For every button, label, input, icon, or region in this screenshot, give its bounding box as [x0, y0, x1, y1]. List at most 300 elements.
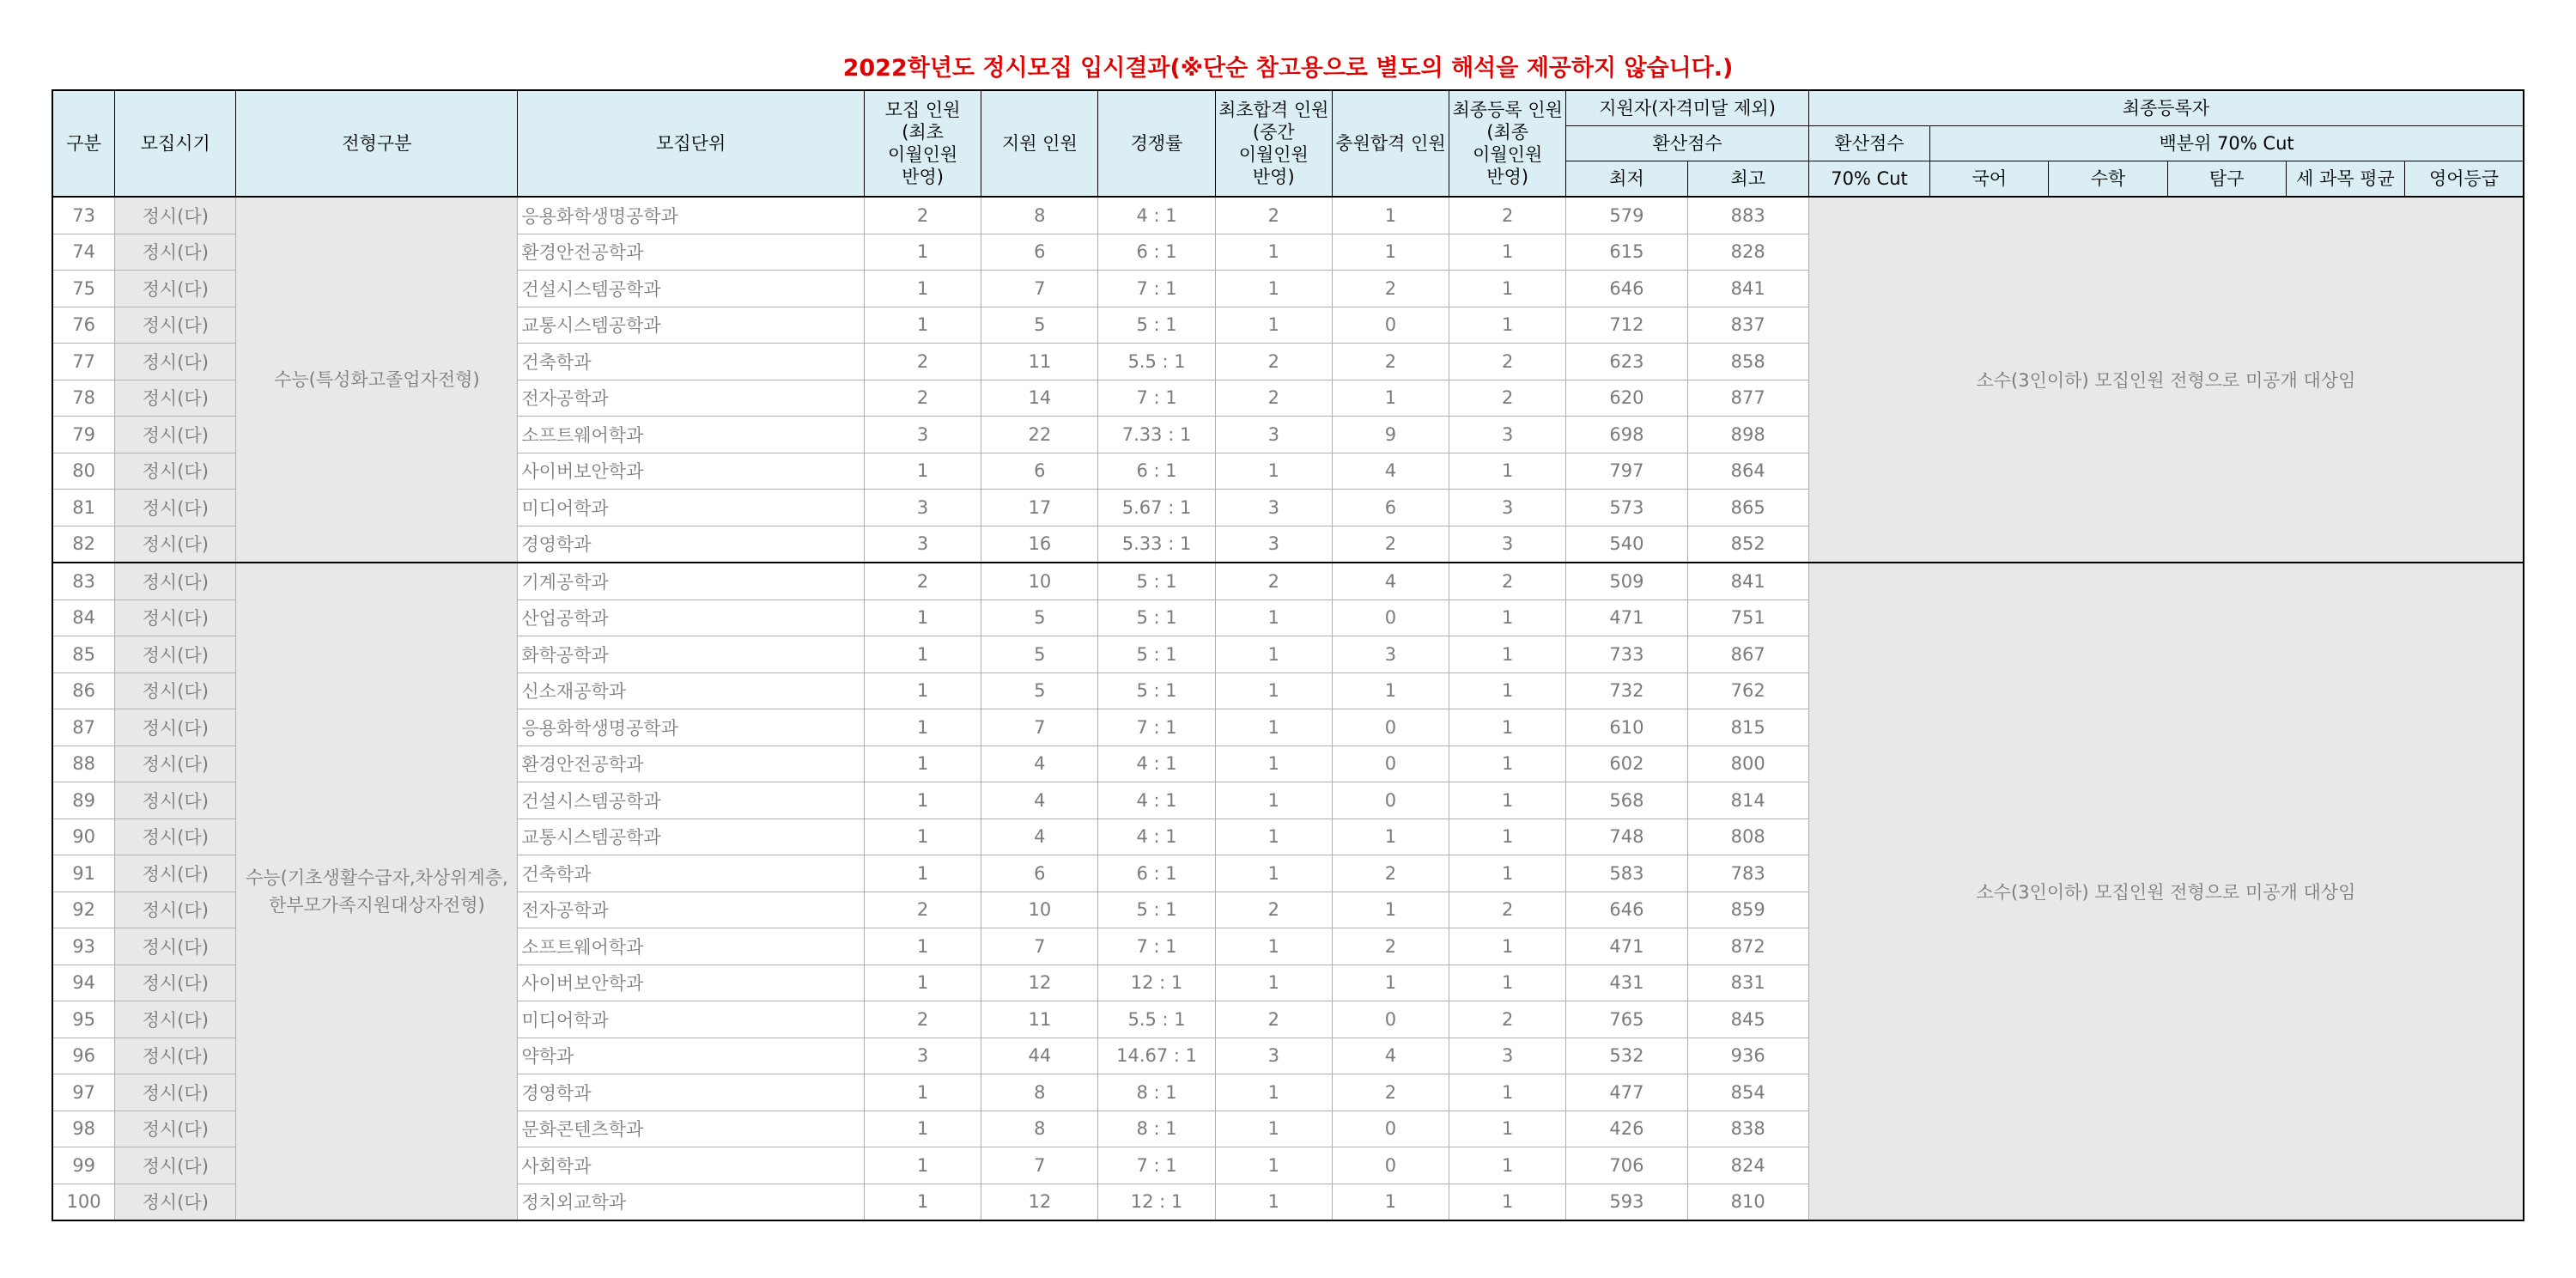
row-extra-pass: 2	[1332, 271, 1449, 307]
row-num: 76	[52, 307, 115, 344]
row-max: 898	[1687, 417, 1808, 453]
row-max: 815	[1687, 709, 1808, 746]
row-period: 정시(다)	[115, 965, 236, 1001]
row-final-reg: 1	[1449, 1147, 1566, 1184]
row-extra-pass: 0	[1332, 782, 1449, 819]
row-final-reg: 2	[1449, 197, 1566, 234]
row-ratio: 7 : 1	[1098, 709, 1215, 746]
row-final-reg: 3	[1449, 1038, 1566, 1074]
row-min: 620	[1566, 380, 1687, 417]
row-num: 84	[52, 599, 115, 636]
row-extra-pass: 4	[1332, 563, 1449, 599]
table-row	[52, 563, 2524, 599]
row-final-reg: 2	[1449, 892, 1566, 928]
row-applicants: 4	[981, 746, 1098, 782]
row-max: 864	[1687, 453, 1808, 490]
row-min: 532	[1566, 1038, 1687, 1074]
row-max: 872	[1687, 928, 1808, 965]
row-unit: 미디어학과	[518, 490, 865, 526]
row-ratio: 6 : 1	[1098, 855, 1215, 892]
row-period: 정시(다)	[115, 636, 236, 673]
row-num: 89	[52, 782, 115, 819]
row-ratio: 5.67 : 1	[1098, 490, 1215, 526]
row-final-reg: 1	[1449, 746, 1566, 782]
row-unit: 건설시스템공학과	[518, 782, 865, 819]
row-num: 91	[52, 855, 115, 892]
row-num: 83	[52, 563, 115, 599]
row-period: 정시(다)	[115, 453, 236, 490]
row-quota: 1	[865, 453, 981, 490]
row-final-reg: 2	[1449, 380, 1566, 417]
row-ratio: 12 : 1	[1098, 1184, 1215, 1220]
row-first-pass: 1	[1215, 1147, 1332, 1184]
row-min: 646	[1566, 892, 1687, 928]
row-applicants: 22	[981, 417, 1098, 453]
group-type-label: 수능(특성화고졸업자전형)	[236, 197, 518, 563]
row-applicants: 8	[981, 197, 1098, 234]
row-period: 정시(다)	[115, 197, 236, 234]
row-min: 765	[1566, 1001, 1687, 1038]
row-applicants: 7	[981, 271, 1098, 307]
row-applicants: 7	[981, 709, 1098, 746]
row-ratio: 5 : 1	[1098, 307, 1215, 344]
row-unit: 건축학과	[518, 855, 865, 892]
row-quota: 1	[865, 928, 981, 965]
row-first-pass: 3	[1215, 526, 1332, 563]
row-min: 797	[1566, 453, 1687, 490]
row-max: 762	[1687, 672, 1808, 709]
header-avg3: 세 과목 평균	[2286, 161, 2404, 198]
row-quota: 2	[865, 344, 981, 380]
row-num: 87	[52, 709, 115, 746]
row-ratio: 12 : 1	[1098, 965, 1215, 1001]
row-extra-pass: 0	[1332, 307, 1449, 344]
row-first-pass: 1	[1215, 746, 1332, 782]
row-max: 831	[1687, 965, 1808, 1001]
row-period: 정시(다)	[115, 417, 236, 453]
row-quota: 1	[865, 1184, 981, 1220]
row-period: 정시(다)	[115, 819, 236, 855]
row-extra-pass: 1	[1332, 1184, 1449, 1220]
row-unit: 환경안전공학과	[518, 746, 865, 782]
row-extra-pass: 9	[1332, 417, 1449, 453]
row-num: 98	[52, 1111, 115, 1147]
row-first-pass: 1	[1215, 1184, 1332, 1220]
row-quota: 1	[865, 1111, 981, 1147]
row-applicants: 44	[981, 1038, 1098, 1074]
row-ratio: 5 : 1	[1098, 599, 1215, 636]
row-first-pass: 1	[1215, 271, 1332, 307]
row-unit: 건축학과	[518, 344, 865, 380]
row-unit: 산업공학과	[518, 599, 865, 636]
row-ratio: 7 : 1	[1098, 380, 1215, 417]
row-min: 431	[1566, 965, 1687, 1001]
row-min: 733	[1566, 636, 1687, 673]
row-first-pass: 2	[1215, 197, 1332, 234]
row-ratio: 8 : 1	[1098, 1111, 1215, 1147]
header-inquiry: 탐구	[2167, 161, 2286, 198]
row-extra-pass: 1	[1332, 234, 1449, 271]
row-period: 정시(다)	[115, 563, 236, 599]
row-min: 509	[1566, 563, 1687, 599]
row-period: 정시(다)	[115, 709, 236, 746]
row-applicants: 17	[981, 490, 1098, 526]
row-unit: 사이버보안학과	[518, 965, 865, 1001]
row-extra-pass: 1	[1332, 380, 1449, 417]
row-ratio: 4 : 1	[1098, 746, 1215, 782]
row-period: 정시(다)	[115, 782, 236, 819]
row-quota: 3	[865, 417, 981, 453]
row-quota: 1	[865, 819, 981, 855]
row-first-pass: 1	[1215, 965, 1332, 1001]
admission-results-table	[52, 89, 2524, 1221]
table-body	[52, 197, 2524, 1220]
header-num: 구분	[52, 90, 115, 197]
row-quota: 1	[865, 746, 981, 782]
row-extra-pass: 0	[1332, 1001, 1449, 1038]
row-max: 841	[1687, 271, 1808, 307]
row-min: 623	[1566, 344, 1687, 380]
header-registrant-group: 최종등록자	[1808, 90, 2524, 126]
row-period: 정시(다)	[115, 855, 236, 892]
header-english: 영어등급	[2405, 161, 2524, 198]
row-unit: 전자공학과	[518, 892, 865, 928]
row-num: 78	[52, 380, 115, 417]
row-period: 정시(다)	[115, 1111, 236, 1147]
row-unit: 미디어학과	[518, 1001, 865, 1038]
row-min: 706	[1566, 1147, 1687, 1184]
row-num: 86	[52, 672, 115, 709]
row-applicants: 6	[981, 234, 1098, 271]
row-min: 426	[1566, 1111, 1687, 1147]
row-extra-pass: 0	[1332, 746, 1449, 782]
row-period: 정시(다)	[115, 344, 236, 380]
row-final-reg: 1	[1449, 599, 1566, 636]
row-quota: 1	[865, 1074, 981, 1111]
row-min: 615	[1566, 234, 1687, 271]
row-extra-pass: 0	[1332, 599, 1449, 636]
row-quota: 3	[865, 1038, 981, 1074]
row-final-reg: 1	[1449, 965, 1566, 1001]
row-max: 859	[1687, 892, 1808, 928]
row-num: 93	[52, 928, 115, 965]
row-max: 841	[1687, 563, 1808, 599]
row-final-reg: 1	[1449, 672, 1566, 709]
row-num: 96	[52, 1038, 115, 1074]
row-first-pass: 1	[1215, 599, 1332, 636]
row-num: 99	[52, 1147, 115, 1184]
header-unit: 모집단위	[518, 90, 865, 197]
row-ratio: 4 : 1	[1098, 197, 1215, 234]
header-first-pass: 최초합격 인원(중간 이월인원 반영)	[1215, 90, 1332, 197]
row-final-reg: 1	[1449, 709, 1566, 746]
row-min: 540	[1566, 526, 1687, 563]
row-max: 837	[1687, 307, 1808, 344]
row-applicants: 10	[981, 563, 1098, 599]
row-extra-pass: 0	[1332, 1111, 1449, 1147]
row-ratio: 7.33 : 1	[1098, 417, 1215, 453]
group-type-label: 수능(기초생활수급자,차상위계층,한부모가족지원대상자전형)	[236, 563, 518, 1220]
row-period: 정시(다)	[115, 1074, 236, 1111]
row-final-reg: 1	[1449, 928, 1566, 965]
header-applicant-group: 지원자(자격미달 제외)	[1566, 90, 1809, 126]
row-first-pass: 2	[1215, 563, 1332, 599]
row-final-reg: 1	[1449, 307, 1566, 344]
row-max: 867	[1687, 636, 1808, 673]
row-quota: 3	[865, 526, 981, 563]
row-final-reg: 1	[1449, 453, 1566, 490]
row-period: 정시(다)	[115, 490, 236, 526]
row-quota: 2	[865, 197, 981, 234]
row-ratio: 7 : 1	[1098, 1147, 1215, 1184]
row-applicants: 5	[981, 599, 1098, 636]
row-unit: 응용화학생명공학과	[518, 709, 865, 746]
row-first-pass: 2	[1215, 344, 1332, 380]
row-ratio: 5.33 : 1	[1098, 526, 1215, 563]
row-unit: 교통시스템공학과	[518, 307, 865, 344]
row-applicants: 6	[981, 855, 1098, 892]
row-applicants: 4	[981, 782, 1098, 819]
row-final-reg: 1	[1449, 271, 1566, 307]
row-extra-pass: 4	[1332, 1038, 1449, 1074]
row-num: 100	[52, 1184, 115, 1220]
row-unit: 정치외교학과	[518, 1184, 865, 1220]
row-max: 751	[1687, 599, 1808, 636]
row-max: 877	[1687, 380, 1808, 417]
row-ratio: 5.5 : 1	[1098, 1001, 1215, 1038]
row-first-pass: 1	[1215, 234, 1332, 271]
row-min: 471	[1566, 599, 1687, 636]
row-period: 정시(다)	[115, 672, 236, 709]
row-first-pass: 2	[1215, 1001, 1332, 1038]
row-first-pass: 3	[1215, 490, 1332, 526]
row-period: 정시(다)	[115, 380, 236, 417]
table-row	[52, 197, 2524, 234]
row-quota: 1	[865, 636, 981, 673]
header-type: 전형구분	[236, 90, 518, 197]
row-ratio: 14.67 : 1	[1098, 1038, 1215, 1074]
row-first-pass: 1	[1215, 855, 1332, 892]
page-title: 2022학년도 정시모집 입시결과(※단순 참고용으로 별도의 해석을 제공하지 않습니다.)	[842, 55, 1734, 82]
row-quota: 1	[865, 1147, 981, 1184]
row-min: 748	[1566, 819, 1687, 855]
row-period: 정시(다)	[115, 1038, 236, 1074]
row-num: 92	[52, 892, 115, 928]
row-applicants: 12	[981, 1184, 1098, 1220]
row-extra-pass: 1	[1332, 672, 1449, 709]
row-extra-pass: 3	[1332, 636, 1449, 673]
row-num: 75	[52, 271, 115, 307]
row-max: 854	[1687, 1074, 1808, 1111]
row-extra-pass: 0	[1332, 1147, 1449, 1184]
row-unit: 사이버보안학과	[518, 453, 865, 490]
row-quota: 2	[865, 1001, 981, 1038]
row-min: 732	[1566, 672, 1687, 709]
header-math: 수학	[2049, 161, 2167, 198]
row-min: 602	[1566, 746, 1687, 782]
row-max: 936	[1687, 1038, 1808, 1074]
row-final-reg: 1	[1449, 855, 1566, 892]
row-min: 698	[1566, 417, 1687, 453]
header-percentile-group: 백분위 70% Cut	[1930, 126, 2524, 161]
row-unit: 사회학과	[518, 1147, 865, 1184]
row-num: 77	[52, 344, 115, 380]
row-num: 90	[52, 819, 115, 855]
row-ratio: 5 : 1	[1098, 636, 1215, 673]
row-period: 정시(다)	[115, 234, 236, 271]
row-first-pass: 2	[1215, 380, 1332, 417]
row-final-reg: 3	[1449, 417, 1566, 453]
row-ratio: 7 : 1	[1098, 928, 1215, 965]
row-num: 97	[52, 1074, 115, 1111]
row-final-reg: 1	[1449, 1074, 1566, 1111]
row-final-reg: 2	[1449, 563, 1566, 599]
row-max: 810	[1687, 1184, 1808, 1220]
row-extra-pass: 1	[1332, 892, 1449, 928]
row-extra-pass: 2	[1332, 1074, 1449, 1111]
row-applicants: 10	[981, 892, 1098, 928]
row-extra-pass: 4	[1332, 453, 1449, 490]
group-note: 소수(3인이하) 모집인원 전형으로 미공개 대상임	[1808, 197, 2524, 563]
row-final-reg: 3	[1449, 526, 1566, 563]
row-extra-pass: 1	[1332, 197, 1449, 234]
row-unit: 경영학과	[518, 1074, 865, 1111]
row-applicants: 12	[981, 965, 1098, 1001]
row-applicants: 5	[981, 307, 1098, 344]
header-quota: 모집 인원(최초 이월인원 반영)	[865, 90, 981, 197]
row-num: 82	[52, 526, 115, 563]
row-final-reg: 1	[1449, 636, 1566, 673]
header-extra-pass: 충원합격 인원	[1332, 90, 1449, 197]
row-num: 94	[52, 965, 115, 1001]
row-max: 852	[1687, 526, 1808, 563]
row-ratio: 5 : 1	[1098, 672, 1215, 709]
row-ratio: 5 : 1	[1098, 892, 1215, 928]
row-first-pass: 1	[1215, 636, 1332, 673]
row-unit: 응용화학생명공학과	[518, 197, 865, 234]
row-period: 정시(다)	[115, 526, 236, 563]
row-first-pass: 2	[1215, 892, 1332, 928]
row-first-pass: 1	[1215, 1111, 1332, 1147]
row-quota: 1	[865, 307, 981, 344]
row-max: 800	[1687, 746, 1808, 782]
row-applicants: 4	[981, 819, 1098, 855]
row-max: 858	[1687, 344, 1808, 380]
row-ratio: 7 : 1	[1098, 271, 1215, 307]
row-num: 80	[52, 453, 115, 490]
row-first-pass: 1	[1215, 782, 1332, 819]
row-final-reg: 1	[1449, 819, 1566, 855]
row-quota: 1	[865, 709, 981, 746]
header-korean: 국어	[1930, 161, 2049, 198]
row-period: 정시(다)	[115, 307, 236, 344]
header-ratio: 경쟁률	[1098, 90, 1215, 197]
row-first-pass: 1	[1215, 453, 1332, 490]
row-extra-pass: 1	[1332, 819, 1449, 855]
row-ratio: 4 : 1	[1098, 782, 1215, 819]
row-applicants: 6	[981, 453, 1098, 490]
row-applicants: 14	[981, 380, 1098, 417]
row-period: 정시(다)	[115, 1147, 236, 1184]
row-ratio: 6 : 1	[1098, 234, 1215, 271]
row-final-reg: 1	[1449, 1184, 1566, 1220]
row-num: 81	[52, 490, 115, 526]
row-min: 712	[1566, 307, 1687, 344]
row-quota: 3	[865, 490, 981, 526]
row-min: 583	[1566, 855, 1687, 892]
row-final-reg: 1	[1449, 234, 1566, 271]
row-ratio: 5.5 : 1	[1098, 344, 1215, 380]
row-first-pass: 1	[1215, 709, 1332, 746]
row-quota: 2	[865, 563, 981, 599]
row-extra-pass: 6	[1332, 490, 1449, 526]
row-num: 74	[52, 234, 115, 271]
row-min: 579	[1566, 197, 1687, 234]
row-min: 477	[1566, 1074, 1687, 1111]
row-quota: 1	[865, 855, 981, 892]
row-max: 808	[1687, 819, 1808, 855]
row-extra-pass: 2	[1332, 526, 1449, 563]
row-quota: 1	[865, 271, 981, 307]
row-max: 814	[1687, 782, 1808, 819]
row-period: 정시(다)	[115, 928, 236, 965]
row-max: 783	[1687, 855, 1808, 892]
row-min: 610	[1566, 709, 1687, 746]
row-applicants: 16	[981, 526, 1098, 563]
row-unit: 신소재공학과	[518, 672, 865, 709]
row-quota: 1	[865, 599, 981, 636]
row-extra-pass: 2	[1332, 344, 1449, 380]
row-applicants: 8	[981, 1074, 1098, 1111]
row-applicants: 7	[981, 1147, 1098, 1184]
row-min: 568	[1566, 782, 1687, 819]
row-first-pass: 1	[1215, 672, 1332, 709]
header-applicants: 지원 인원	[981, 90, 1098, 197]
row-first-pass: 1	[1215, 307, 1332, 344]
row-unit: 기계공학과	[518, 563, 865, 599]
header-period: 모집시기	[115, 90, 236, 197]
row-max: 838	[1687, 1111, 1808, 1147]
row-first-pass: 3	[1215, 417, 1332, 453]
row-num: 88	[52, 746, 115, 782]
row-min: 471	[1566, 928, 1687, 965]
row-unit: 경영학과	[518, 526, 865, 563]
row-period: 정시(다)	[115, 271, 236, 307]
row-ratio: 6 : 1	[1098, 453, 1215, 490]
row-period: 정시(다)	[115, 1184, 236, 1220]
row-quota: 1	[865, 672, 981, 709]
row-max: 845	[1687, 1001, 1808, 1038]
row-first-pass: 1	[1215, 819, 1332, 855]
table-header	[52, 90, 2524, 197]
row-ratio: 4 : 1	[1098, 819, 1215, 855]
row-max: 883	[1687, 197, 1808, 234]
row-final-reg: 3	[1449, 490, 1566, 526]
row-final-reg: 1	[1449, 782, 1566, 819]
row-period: 정시(다)	[115, 892, 236, 928]
header-converted-score: 환산점수	[1566, 126, 1809, 161]
row-unit: 화학공학과	[518, 636, 865, 673]
row-quota: 1	[865, 965, 981, 1001]
row-unit: 전자공학과	[518, 380, 865, 417]
row-first-pass: 1	[1215, 1074, 1332, 1111]
row-final-reg: 2	[1449, 344, 1566, 380]
row-max: 828	[1687, 234, 1808, 271]
row-applicants: 8	[981, 1111, 1098, 1147]
row-ratio: 8 : 1	[1098, 1074, 1215, 1111]
row-quota: 1	[865, 234, 981, 271]
row-unit: 환경안전공학과	[518, 234, 865, 271]
